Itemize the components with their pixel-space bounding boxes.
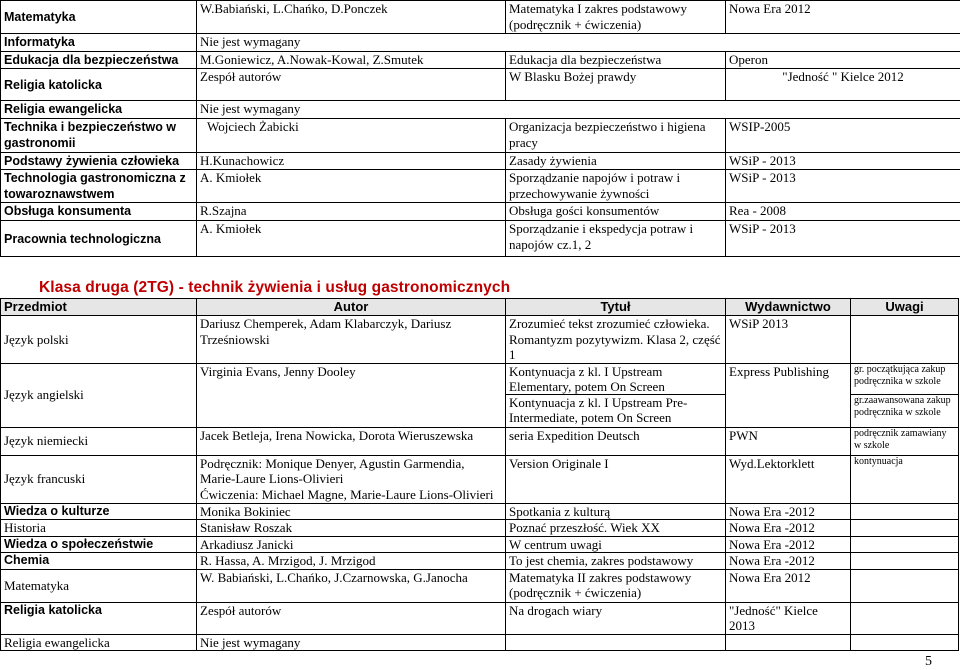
table-row (1, 536, 959, 553)
section-title: Klasa druga (2TG) - technik żywienia i usług gastronomicznych (39, 279, 511, 296)
author-cell: A. Kmiołek (197, 221, 506, 257)
author-cell: H.Kunachowicz (197, 153, 506, 170)
title-cell: Na drogach wiary (506, 602, 726, 634)
table-row (1, 602, 959, 634)
author-cell: A. Kmiołek (197, 170, 506, 203)
table-row (1, 203, 960, 221)
notes-cell (851, 503, 959, 520)
title-cell (506, 634, 726, 651)
subject-cell: Język polski (1, 316, 197, 364)
table-row (1, 520, 959, 537)
header-subject: Przedmiot (1, 299, 197, 316)
subject-cell: Religia ewangelicka (1, 101, 197, 119)
author-cell: Nie jest wymagany (197, 101, 960, 119)
author-cell: Stanisław Roszak (197, 520, 506, 537)
notes-cell (851, 316, 959, 364)
note-line: gr. początkująca zakup podręcznika w szkole (854, 363, 946, 387)
notes-cell (851, 634, 959, 651)
title-cell: Obsługa gości konsumentów (506, 203, 726, 221)
subject-cell: Język francuski (1, 455, 197, 503)
table-row (1, 553, 959, 570)
page-number: 5 (925, 654, 932, 669)
table-row (1, 455, 959, 503)
author-cell: Zespół autorów (197, 602, 506, 634)
notes-cell (851, 520, 959, 537)
author-cell: Monika Bokiniec (197, 503, 506, 520)
publisher-cell: WSiP - 2013 (726, 170, 960, 203)
publisher-cell: Nowa Era -2012 (726, 536, 851, 553)
table-row (1, 363, 959, 427)
table-row (1, 69, 960, 101)
title-cell: W Blasku Bożej prawdy (506, 69, 726, 101)
author-cell: Dariusz Chemperek, Adam Klabarczyk, Dariusz Trześniowski (197, 316, 506, 364)
notes-cell (851, 569, 959, 602)
title-cell: Edukacja dla bezpieczeństwa (506, 52, 726, 69)
publisher-cell: Express Publishing (726, 363, 851, 427)
publisher-cell: Rea - 2008 (726, 203, 960, 221)
table-row (1, 316, 959, 364)
publisher-cell: Operon (726, 52, 960, 69)
publisher-cell: WSiP 2013 (726, 316, 851, 364)
publisher-cell: WSIP-2005 (726, 119, 960, 153)
author-cell: Nie jest wymagany (197, 34, 960, 52)
publisher-cell: "Jedność" Kielce 2013 (726, 602, 851, 634)
subject-cell: Matematyka (1, 569, 197, 602)
author-cell (197, 455, 506, 503)
publisher-cell: Nowa Era 2012 (726, 1, 960, 34)
subject-cell: Wiedza o społeczeństwie (1, 536, 197, 553)
notes-cell (851, 536, 959, 553)
title-cell: Version Originale I (506, 455, 726, 503)
title-cell: Organizacja bezpieczeństwo i higiena pracy (506, 119, 726, 153)
title-cell: Zrozumieć tekst zrozumieć człowieka. Romantyzm pozytywizm. Klasa 2, część 1 (506, 316, 726, 364)
title-line: Kontynuacja z kl. I Upstream Elementary, potem On Screen (509, 363, 665, 394)
header-notes: Uwagi (851, 299, 959, 316)
table-row (1, 153, 960, 170)
note-line: gr.zaawansowana zakup podręcznika w szkole (851, 394, 958, 419)
author-cell: Zespół autorów (197, 69, 506, 101)
title-cell: Sporządzanie i ekspedycja potraw i napojów cz.1, 2 (506, 221, 726, 257)
table-row (1, 634, 959, 651)
title-cell: To jest chemia, zakres podstawowy (506, 553, 726, 570)
table-row (1, 221, 960, 257)
subject-cell: Podstawy żywienia człowieka (1, 153, 197, 170)
title-cell (506, 363, 726, 427)
subject-cell: Język angielski (1, 363, 197, 427)
textbook-table-class1 (0, 0, 960, 257)
subject-cell: Technologia gastronomiczna z towaroznawstwem (1, 170, 197, 203)
title-line: Kontynuacja z kl. I Upstream Pre-Intermediate, potem On Screen (506, 394, 725, 426)
publisher-cell (726, 634, 851, 651)
subject-cell: Wiedza o kulturze (1, 503, 197, 520)
author-cell: W.Babiański, L.Chańko, D.Ponczek (197, 1, 506, 34)
notes-cell: podręcznik zamawiany w szkole (851, 427, 959, 455)
title-cell: Poznać przeszłość. Wiek XX (506, 520, 726, 537)
author-cell: M.Goniewicz, A.Nowak-Kowal, Z.Smutek (197, 52, 506, 69)
title-cell: Spotkania z kulturą (506, 503, 726, 520)
table-row (1, 427, 959, 455)
publisher-cell: "Jedność " Kielce 2012 (726, 69, 960, 101)
subject-cell: Chemia (1, 553, 197, 570)
title-cell: Zasady żywienia (506, 153, 726, 170)
publisher-cell: WSiP - 2013 (726, 153, 960, 170)
author-cell: Jacek Betleja, Irena Nowicka, Dorota Wieruszewska (197, 427, 506, 455)
notes-cell (851, 602, 959, 634)
author-cell: Arkadiusz Janicki (197, 536, 506, 553)
title-cell: Matematyka I zakres podstawowy (podręcznik + ćwiczenia) (506, 1, 726, 34)
subject-cell: Historia (1, 520, 197, 537)
title-cell: Sporządzanie napojów i potraw i przechowywanie żywności (506, 170, 726, 203)
notes-cell (851, 363, 959, 427)
subject-cell: Religia katolicka (1, 69, 197, 101)
publisher-cell: Nowa Era -2012 (726, 553, 851, 570)
subject-cell: Matematyka (1, 1, 197, 34)
publisher-cell: Nowa Era 2012 (726, 569, 851, 602)
table-row (1, 170, 960, 203)
subject-cell: Religia katolicka (1, 602, 197, 634)
author-cell: R.Szajna (197, 203, 506, 221)
publisher-cell: Nowa Era -2012 (726, 503, 851, 520)
header-publisher: Wydawnictwo (726, 299, 851, 316)
title-cell: W centrum uwagi (506, 536, 726, 553)
notes-cell: kontynuacja (851, 455, 959, 503)
author-cell: R. Hassa, A. Mrzigod, J. Mrzigod (197, 553, 506, 570)
title-cell: seria Expedition Deutsch (506, 427, 726, 455)
notes-cell (851, 553, 959, 570)
table-row (1, 1, 960, 34)
table-row (1, 503, 959, 520)
title-cell: Matematyka II zakres podstawowy (podręcznik + ćwiczenia) (506, 569, 726, 602)
subject-cell: Edukacja dla bezpieczeństwa (1, 52, 197, 69)
subject-cell: Obsługa konsumenta (1, 203, 197, 221)
publisher-cell: Wyd.Lektorklett (726, 455, 851, 503)
header-title: Tytuł (506, 299, 726, 316)
publisher-cell: Nowa Era -2012 (726, 520, 851, 537)
author-cell: Virginia Evans, Jenny Dooley (197, 363, 506, 427)
publisher-cell: PWN (726, 427, 851, 455)
subject-cell: Pracownia technologiczna (1, 221, 197, 257)
table-row (1, 119, 960, 153)
author-line: Ćwiczenia: Michael Magne, Marie-Laure Lions-Olivieri (200, 486, 494, 502)
table-header-row (1, 299, 959, 316)
author-cell: Wojciech Żabicki (197, 119, 506, 153)
table-row (1, 101, 960, 119)
textbook-table-class2 (0, 298, 959, 651)
author-line: Podręcznik: Monique Denyer, Agustin Garmendia, Marie-Laure Lions-Olivieri (200, 455, 465, 486)
table-row (1, 34, 960, 52)
subject-cell: Religia ewangelicka (1, 634, 197, 651)
publisher-cell: WSiP - 2013 (726, 221, 960, 257)
table-row (1, 569, 959, 602)
author-cell: Nie jest wymagany (197, 634, 506, 651)
subject-cell: Język niemiecki (1, 427, 197, 455)
header-author: Autor (197, 299, 506, 316)
subject-cell: Technika i bezpieczeństwo w gastronomii (1, 119, 197, 153)
table-row (1, 52, 960, 69)
subject-cell: Informatyka (1, 34, 197, 52)
author-cell: W. Babiański, L.Chańko, J.Czarnowska, G.Janocha (197, 569, 506, 602)
